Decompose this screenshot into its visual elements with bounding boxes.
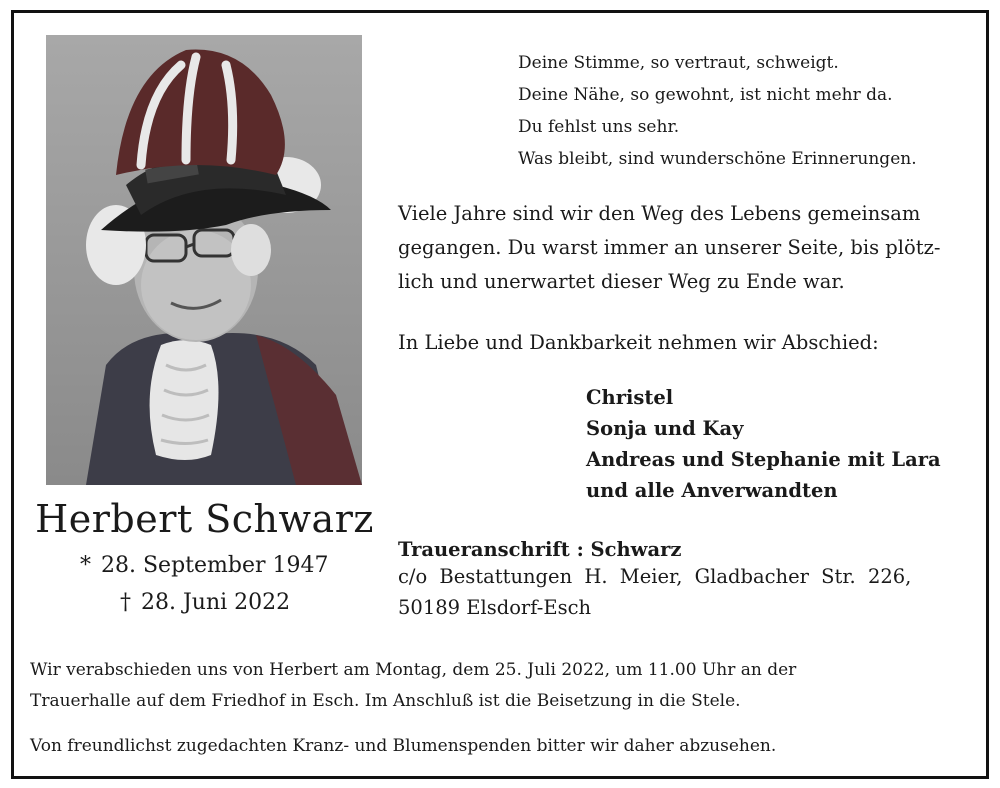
death-date [120, 590, 290, 615]
memorial-line: gegangen. Du warst immer an unserer Seite, bis plötz- [398, 236, 941, 259]
address-title: Traueranschrift : Schwarz [398, 538, 682, 561]
address-line-1: c/o Bestattungen H. Meier, Gladbacher Str. 226, [398, 565, 912, 588]
birth-date [80, 553, 328, 578]
deceased-name: Herbert Schwarz [35, 497, 374, 541]
memorial-line: Viele Jahre sind wir den Weg des Lebens gemeinsam [398, 202, 921, 225]
poem-line: Deine Stimme, so vertraut, schweigt. [518, 53, 839, 73]
portrait-photo-icon [46, 35, 362, 485]
poem-line: Deine Nähe, so gewohnt, ist nicht mehr da. [518, 85, 893, 105]
memorial-line: lich und unerwartet dieser Weg zu Ende war. [398, 270, 845, 293]
birth-star-icon: * [80, 553, 91, 578]
poem-line: Was bleibt, sind wunderschöne Erinnerungen. [518, 149, 917, 169]
death-cross-icon: † [120, 590, 131, 615]
flowers-note: Von freundlichst zugedachten Kranz- und Blumenspenden bitter wir daher abzusehen. [30, 736, 777, 756]
death-date-text: 28. Juni 2022 [141, 590, 291, 615]
memorial-text [398, 197, 970, 299]
mourners-list [586, 382, 941, 506]
birth-date-text: 28. September 1947 [101, 553, 329, 578]
mourner: und alle Anverwandten [586, 479, 838, 502]
ceremony-line: Trauerhalle auf dem Friedhof in Esch. Im Anschluß ist die Beisetzung in die Stele. [30, 691, 741, 711]
address-line-2: 50189 Elsdorf-Esch [398, 596, 592, 619]
ceremony-info [30, 655, 970, 762]
mourner: Sonja und Kay [586, 417, 744, 440]
mourner: Andreas und Stephanie mit Lara [586, 448, 941, 471]
poem [518, 47, 917, 175]
poem-line: Du fehlst uns sehr. [518, 117, 680, 137]
ceremony-line: Wir verabschieden uns von Herbert am Montag, dem 25. Juli 2022, um 11.00 Uhr an der [30, 660, 797, 680]
farewell-line: In Liebe und Dankbarkeit nehmen wir Abschied: [398, 331, 879, 354]
mourner: Christel [586, 386, 674, 409]
